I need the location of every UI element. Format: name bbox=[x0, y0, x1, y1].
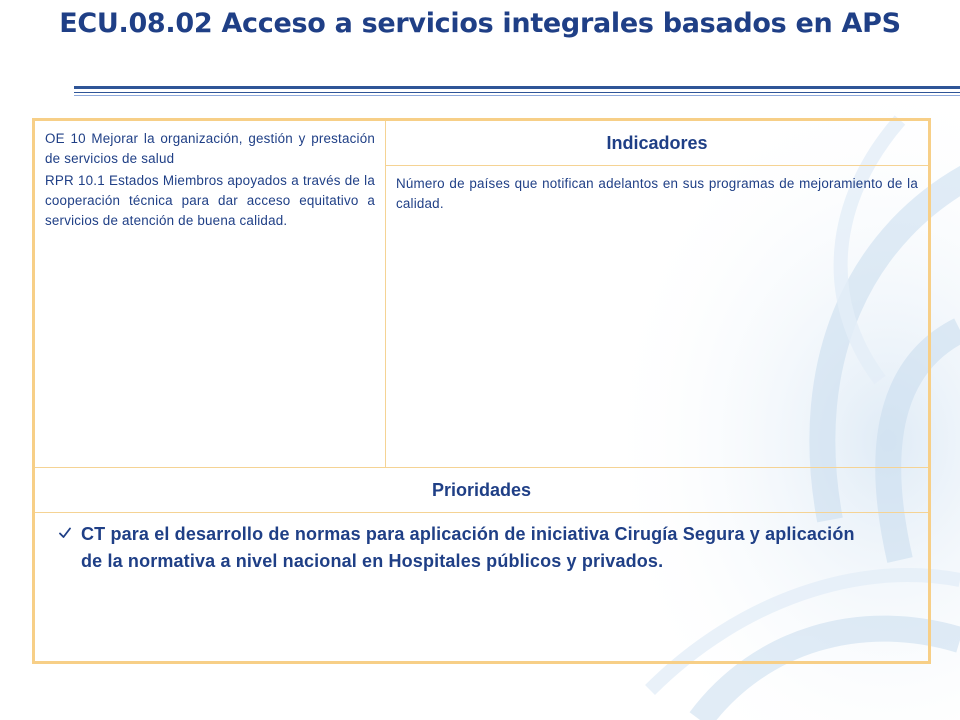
priorities-cell bbox=[34, 513, 930, 663]
objectives-table bbox=[32, 118, 931, 664]
objective-cell bbox=[34, 120, 386, 468]
priority-item bbox=[59, 521, 928, 575]
objective-text: OE 10 Mejorar la organización, gestión y prestación de servicios de salud bbox=[45, 131, 375, 166]
result-text: RPR 10.1 Estados Miembros apoyados a través de la cooperación técnica para dar acceso equitativo a servicios de atención de buena calidad. bbox=[45, 173, 375, 228]
checkmark-icon bbox=[59, 527, 71, 539]
indicators-header: Indicadores bbox=[386, 120, 930, 166]
slide-title: ECU.08.02 Acceso a servicios integrales basados en APS bbox=[59, 8, 901, 39]
table-row bbox=[34, 513, 930, 663]
table-row bbox=[34, 120, 930, 166]
indicator-cell bbox=[386, 166, 930, 468]
title-divider-thick bbox=[74, 86, 960, 89]
title-divider-thin bbox=[74, 92, 960, 93]
table-row bbox=[34, 468, 930, 513]
priorities-header: Prioridades bbox=[34, 468, 930, 513]
indicator-text: Número de países que notifican adelantos en sus programas de mejoramiento de la calidad. bbox=[396, 176, 918, 211]
priority-text: CT para el desarrollo de normas para aplicación de iniciativa Cirugía Segura y aplicación de la normativa a nivel nacional en Hospitales públicos y privados. bbox=[81, 524, 855, 571]
title-divider-light bbox=[74, 95, 960, 96]
